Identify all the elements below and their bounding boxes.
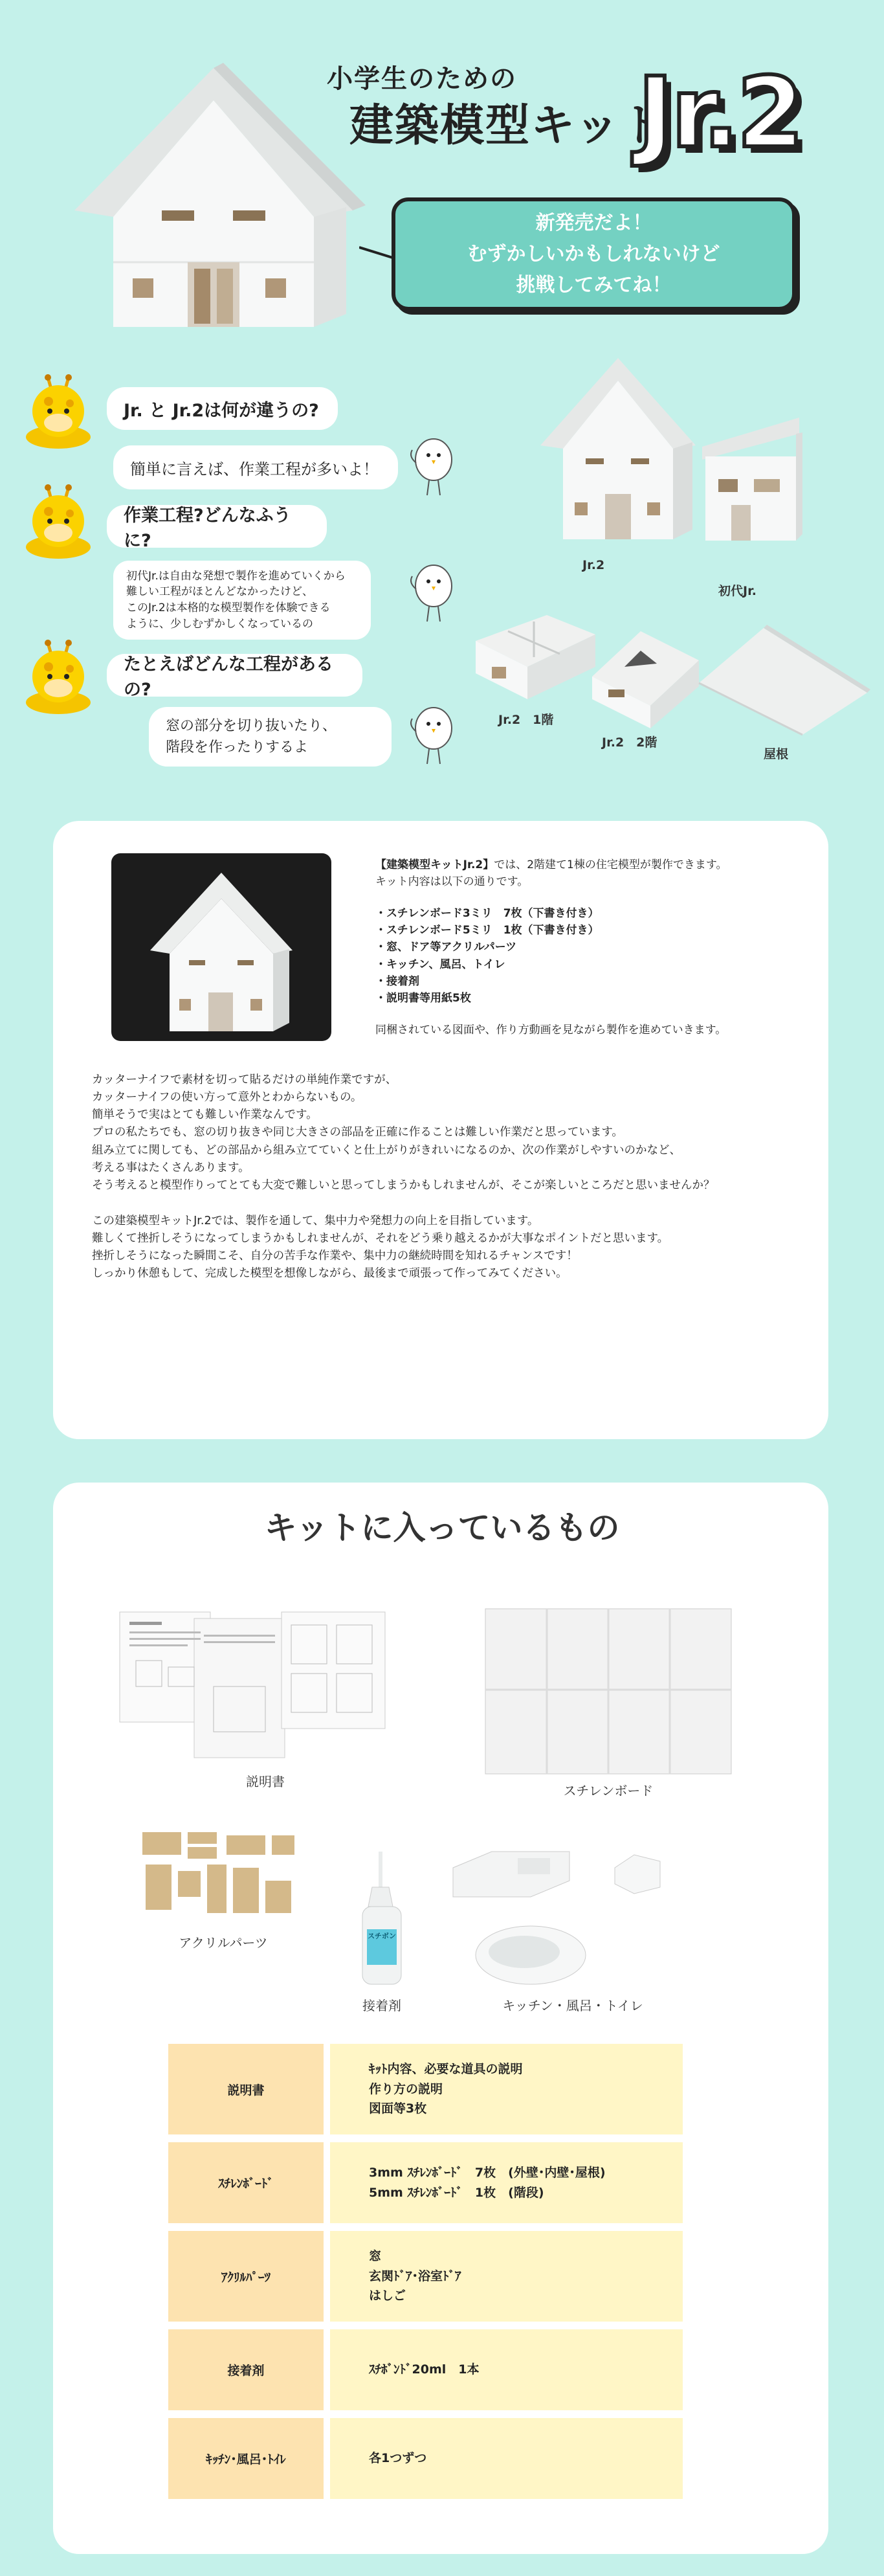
kit-list-item: ・スチレンボード5ミリ 1枚（下書き付き） [375,924,599,937]
spec-value [330,2329,683,2410]
dialogue-bubble [149,707,392,767]
spec-value-line: ｷｯﾄ内容、必要な道具の説明 [369,2062,523,2077]
body-line: プロの私たちでも、窓の切り抜きや同じ大きさの部品を正確に作ることは難しい作業だと思っています。 [92,1126,623,1139]
caption-acrylic: アクリルパーツ [179,1935,268,1951]
body-line: 難しくて挫折しそうになってしまうかもしれませんが、それをどう乗り越えるかが大事なポイントだと思います。 [92,1232,669,1245]
title-main: 建築模型キット [349,100,666,151]
jr2-floor2-image [579,622,709,732]
hero-house-model-image [61,62,366,333]
dialogue-bubble [113,561,371,640]
spec-value [330,2231,683,2322]
intro-lead-bold: 【建築模型キットJr.2】 [375,858,494,871]
kit-list-item: ・接着剤 [375,975,419,989]
spec-value-line: ｽﾁﾎﾞﾝﾄﾞ20ml 1本 [369,2362,480,2377]
body-line: 挫折しそうになった瞬間こそ、自分の苦手な作業や、集中力の継続時間を知れるチャンスです！ [92,1249,578,1263]
dialogue-line: 窓の部分を切り抜いたり、 [166,718,337,734]
bird-icon [404,557,463,628]
announcement-bubble [392,197,796,311]
dialogue-line: ように、少しむずかしくなっているの [126,617,313,631]
jr2-house-image [537,355,699,549]
caption-fixtures: キッチン・風呂・トイレ [502,1998,643,2013]
intro-lead [375,857,841,873]
spec-row [168,2231,683,2322]
bird-icon [404,699,463,770]
manual-image [116,1609,388,1764]
intro-lead-rest: では、2階建て1棟の住宅模型が製作できます。 [494,858,727,871]
body-line: この建築模型キットJr.2では、製作を通して、集中力や発想力の向上を目指しています。 [92,1214,539,1227]
caption-styrene: スチレンボード [563,1783,654,1798]
body-line: 簡単そうで実はとても難しい作業なんです。 [92,1108,318,1122]
caption-roof: 屋根 [764,747,789,761]
dialogue-text: 簡単に言えば、作業工程が多いよ！ [130,460,379,478]
giraffe-icon [19,482,97,560]
spec-label: 接着剤 [168,2329,324,2410]
dialogue-bubble [113,445,398,489]
giraffe-icon [19,638,97,715]
roof-image [692,622,874,738]
spec-table [168,2044,683,2507]
acrylic-parts-image [139,1829,307,1926]
spec-value [330,2044,683,2134]
intro-text [375,857,841,1038]
contents-title: キットに入っているもの [264,1509,620,1547]
caption-glue: 接着剤 [362,1998,401,2013]
announcement-line: むずかしいかもしれないけど [467,242,720,265]
glue-label: スチボン [368,1932,396,1940]
title-subtitle: 小学生のための [327,64,517,94]
spec-value-line: 図面等3枚 [369,2101,427,2116]
bird-icon [404,431,463,502]
spec-label: ｷｯﾁﾝ･風呂･ﾄｲﾚ [168,2418,324,2499]
intro-lead-line2: キット内容は以下の通りです。 [375,875,529,889]
announcement-line: 挑戦してみてね！ [516,273,672,297]
spec-value-line: 窓 [369,2249,382,2264]
dialogue-line: このJr.2は本格的な模型製作を体験できる [126,601,331,614]
spec-value-line: 5mm ｽﾁﾚﾝﾎﾞｰﾄﾞ 1枚 (階段) [369,2185,544,2200]
caption-floor2: Jr.2 2階 [602,735,657,750]
spec-row [168,2329,683,2410]
caption-manual: 説明書 [246,1774,285,1789]
body-line: カッターナイフで素材を切って貼るだけの単純作業ですが、 [92,1073,397,1086]
house-photo-image [111,853,331,1041]
spec-value-line: はしご [369,2289,406,2303]
body-text [92,1071,836,1282]
dialogue-text: Jr. と Jr.2は何が違うの? [124,400,319,421]
announcement-line: 新発売だよ！ [535,211,652,234]
spec-row [168,2418,683,2499]
spec-value-line: 作り方の説明 [369,2081,443,2096]
giraffe-icon [19,372,97,450]
kit-list-item: ・キッチン、風呂、トイレ [375,958,505,971]
intro-closing: 同梱されている図面や、作り方動画を見ながら製作を進めていきます。 [375,1023,727,1036]
kit-list-item: ・窓、ドア等アクリルパーツ [375,941,517,954]
body-line: 組み立てに関しても、どの部品から組み立てていくと仕上がりがきれいになるのか、次の作業がしやすいのかなど、 [92,1143,681,1157]
caption-floor1: Jr.2 1階 [498,713,554,727]
dialogue-text: 作業工程?どんなふうに? [124,506,291,551]
house-photo [111,853,331,1041]
spec-value-line: 3mm ｽﾁﾚﾝﾎﾞｰﾄﾞ 7枚 (外壁･内壁･屋根) [369,2166,606,2180]
body-line: そう考えると模型作りってとても大変で難しいと思ってしまうかもしれませんが、そこが楽しいところだと思いませんか？ [92,1178,715,1192]
jr-original-house-image [696,408,806,550]
spec-value-line: 各1つずつ [369,2451,427,2466]
fixtures-image [447,1842,673,1991]
dialogue-line: 階段を作ったりするよ [166,739,309,756]
body-line: 考える事はたくさんあります。 [92,1161,250,1174]
spec-label: ｽﾁﾚﾝﾎﾞｰﾄﾞ [168,2142,324,2223]
dialogue-bubble [107,387,338,430]
body-line: カッターナイフの使い方って意外とわからないもの。 [92,1091,362,1104]
spec-value [330,2142,683,2223]
kit-list-item: ・説明書等用紙5枚 [375,992,471,1005]
spec-row [168,2044,683,2134]
caption-jr-original: 初代Jr. [718,584,757,598]
dialogue-text: たとえばどんな工程があるの? [124,655,333,700]
spec-label: 説明書 [168,2044,324,2134]
dialogue-line: 難しい工程がほとんどなかったけど、 [126,585,313,599]
body-line: しっかり休憩もして、完成した模型を想像しながら、最後まで頑張って作ってみてください。 [92,1267,568,1281]
spec-label: ｱｸﾘﾙﾊﾟｰﾂ [168,2231,324,2322]
spec-value-line: 玄関ﾄﾞｱ･浴室ﾄﾞｱ [369,2268,461,2283]
kit-list-item: ・スチレンボード3ミリ 7枚（下書き付き） [375,906,599,920]
dialogue-bubble [107,654,362,700]
dialogue-bubble [107,505,327,551]
styrene-board-image [482,1606,735,1777]
spec-value [330,2418,683,2499]
caption-jr2: Jr.2 [582,558,605,572]
dialogue-line: 初代Jr.は自由な発想で製作を進めていくから [126,569,346,583]
title-model-name: Jr.2 [637,57,802,170]
glue-bottle-image [353,1848,411,1988]
spec-row [168,2142,683,2223]
